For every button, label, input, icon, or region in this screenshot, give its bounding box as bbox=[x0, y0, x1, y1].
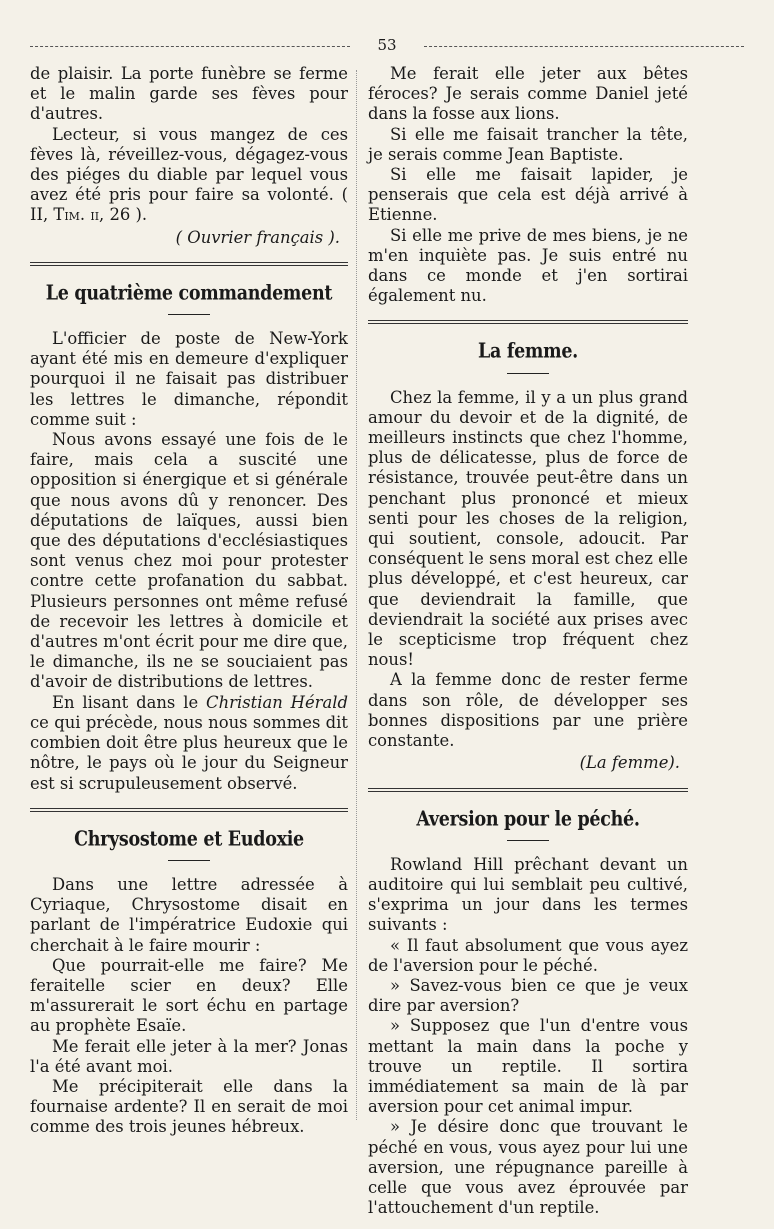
article-title-chrysostome: Chrysostome et Eudoxie bbox=[74, 828, 304, 852]
title-underline bbox=[168, 314, 210, 315]
aversion-paragraph-4: » Supposez que l'un d'entre vous mettant la main dans la poche y trouve un reptile. Il sortira immédiatement sa main de là par aversion pour cet animal impur. bbox=[368, 1016, 688, 1117]
intro-paragraph-2-text: Lecteur, si vous mangez de ces fèves là, réveillez-vous, dégagez-vous des piéges du diable par lequel vous avez été pris pour faire sa volonté. ( II, bbox=[30, 124, 348, 225]
commandement-p3-after: ce qui précède, nous nous sommes dit combien doit être plus heureux que le nôtre, le pays où le jour du Seigneur est si scrupuleusement observé. bbox=[30, 712, 348, 793]
commandement-paragraph-3 bbox=[30, 693, 348, 794]
commandement-paragraph-2: Nous avons essayé une fois de le faire, mais cela a suscité une opposition si énergique et si générale que nous avons dû y renoncer. Des députations de laïques, aussi bien que des députations d'ecclésiastiques sont venus chez moi pour protester contre cette profanation du sabbat. Plusieurs personnes ont même refusé de recevoir les lettres à domicile et d'autres m'ont écrit pour me dire que, le dimanche, ils ne se souciaient pas d'avoir de distributions de lettres. bbox=[30, 430, 348, 692]
aversion-paragraph-2: « Il faut absolument que vous ayez de l'aversion pour le péché. bbox=[368, 935, 688, 975]
continuation-paragraph-3: Si elle me faisait lapider, je penserais que cela est déjà arrivé à Etienne. bbox=[368, 165, 688, 225]
title-underline bbox=[507, 840, 549, 841]
aversion-paragraph-5: » Je désire donc que trouvant le péché en vous, vous ayez pour lui une aversion, une répugnance pareille à celle que vous avez éprouvée par l'attouchement d'un reptile. bbox=[368, 1117, 688, 1218]
page-header bbox=[30, 36, 744, 56]
article-title-commandement: Le quatrième commandement bbox=[45, 282, 333, 306]
right-column bbox=[368, 64, 688, 1218]
chrysostome-paragraph-1: Dans une lettre adressée à Cyriaque, Chrysostome disait en parlant de l'impératrice Eudoxie qui cherchait à le faire mourir : bbox=[30, 874, 348, 955]
intro-source bbox=[30, 228, 340, 248]
page-number: 53 bbox=[377, 36, 397, 54]
section-separator bbox=[368, 320, 688, 324]
article-title-aversion: Aversion pour le péché. bbox=[416, 807, 640, 831]
title-underline bbox=[168, 860, 210, 861]
chrysostome-paragraph-4: Me précipiterait elle dans la fournaise ardente? Il en serait de moi comme des trois jeunes hébreux. bbox=[30, 1076, 348, 1137]
aversion-paragraph-1: Rowland Hill prêchant devant un auditoire qui lui semblait peu cultivé, s'exprima un jour dans les termes suivants : bbox=[368, 854, 688, 935]
femme-paragraph-1: Chez la femme, il y a un plus grand amour du devoir et de la dignité, de meilleurs instincts que chez l'homme, plus de délicatesse, plus de force de résistance, trouvée peut-être dans un penchant plus prononcé et mieux senti pour les choses de la religion, qui soutient, console, adoucit. Par conséquent le sens moral est chez elle plus développé, et c'est heureux, car que deviendrait la famille, que deviendrait la société aux prises avec le scepticisme trop fréquent chez nous! bbox=[368, 387, 688, 670]
femme-source-text: (La femme). bbox=[579, 753, 680, 773]
femme-source bbox=[368, 753, 680, 773]
section-separator bbox=[368, 788, 688, 792]
section-separator bbox=[30, 808, 348, 812]
intro-source-text: ( Ouvrier français ). bbox=[175, 227, 340, 247]
title-underline bbox=[507, 373, 549, 374]
section-separator bbox=[30, 262, 348, 266]
column-divider bbox=[356, 70, 357, 1120]
continuation-paragraph-1: Me ferait elle jeter aux bêtes féroces? Je serais comme Daniel jeté dans la fosse aux lions. bbox=[368, 64, 688, 124]
scripture-reference: Tim. ii, 26 ). bbox=[53, 205, 148, 225]
chrysostome-paragraph-3: Me ferait elle jeter à la mer? Jonas l'a été avant moi. bbox=[30, 1036, 348, 1076]
article-title-femme: La femme. bbox=[478, 340, 578, 364]
chrysostome-paragraph-2: Que pourrait-elle me faire? Me feraitelle scier en deux? Elle m'assurerait le sort échu en partage au prophète Esaïe. bbox=[30, 955, 348, 1036]
intro-paragraph-1: de plaisir. La porte funèbre se ferme et le malin garde ses fèves pour d'autres. bbox=[30, 64, 348, 124]
commandement-p3-before: En lisant dans le bbox=[52, 692, 199, 712]
left-column bbox=[30, 64, 348, 1138]
aversion-paragraph-3: » Savez-vous bien ce que je veux dire par aversion? bbox=[368, 975, 688, 1016]
commandement-paragraph-1: L'officier de poste de New-York ayant été mis en demeure d'expliquer pourquoi il ne faisait pas distribuer les lettres le dimanche, répondit comme suit : bbox=[30, 329, 348, 429]
continuation-paragraph-4: Si elle me prive de mes biens, je ne m'en inquiète pas. Je suis entré nu dans ce monde et j'en sortirai également nu. bbox=[368, 225, 688, 306]
header-rule-right bbox=[424, 46, 744, 47]
intro-paragraph-2 bbox=[30, 125, 348, 226]
commandement-p3-italic: Christian Hérald bbox=[206, 692, 349, 712]
continuation-paragraph-2: Si elle me faisait trancher la tête, je serais comme Jean Baptiste. bbox=[368, 124, 688, 164]
femme-paragraph-2: A la femme donc de rester ferme dans son rôle, de développer ses bonnes dispositions par une prière constante. bbox=[368, 670, 688, 751]
